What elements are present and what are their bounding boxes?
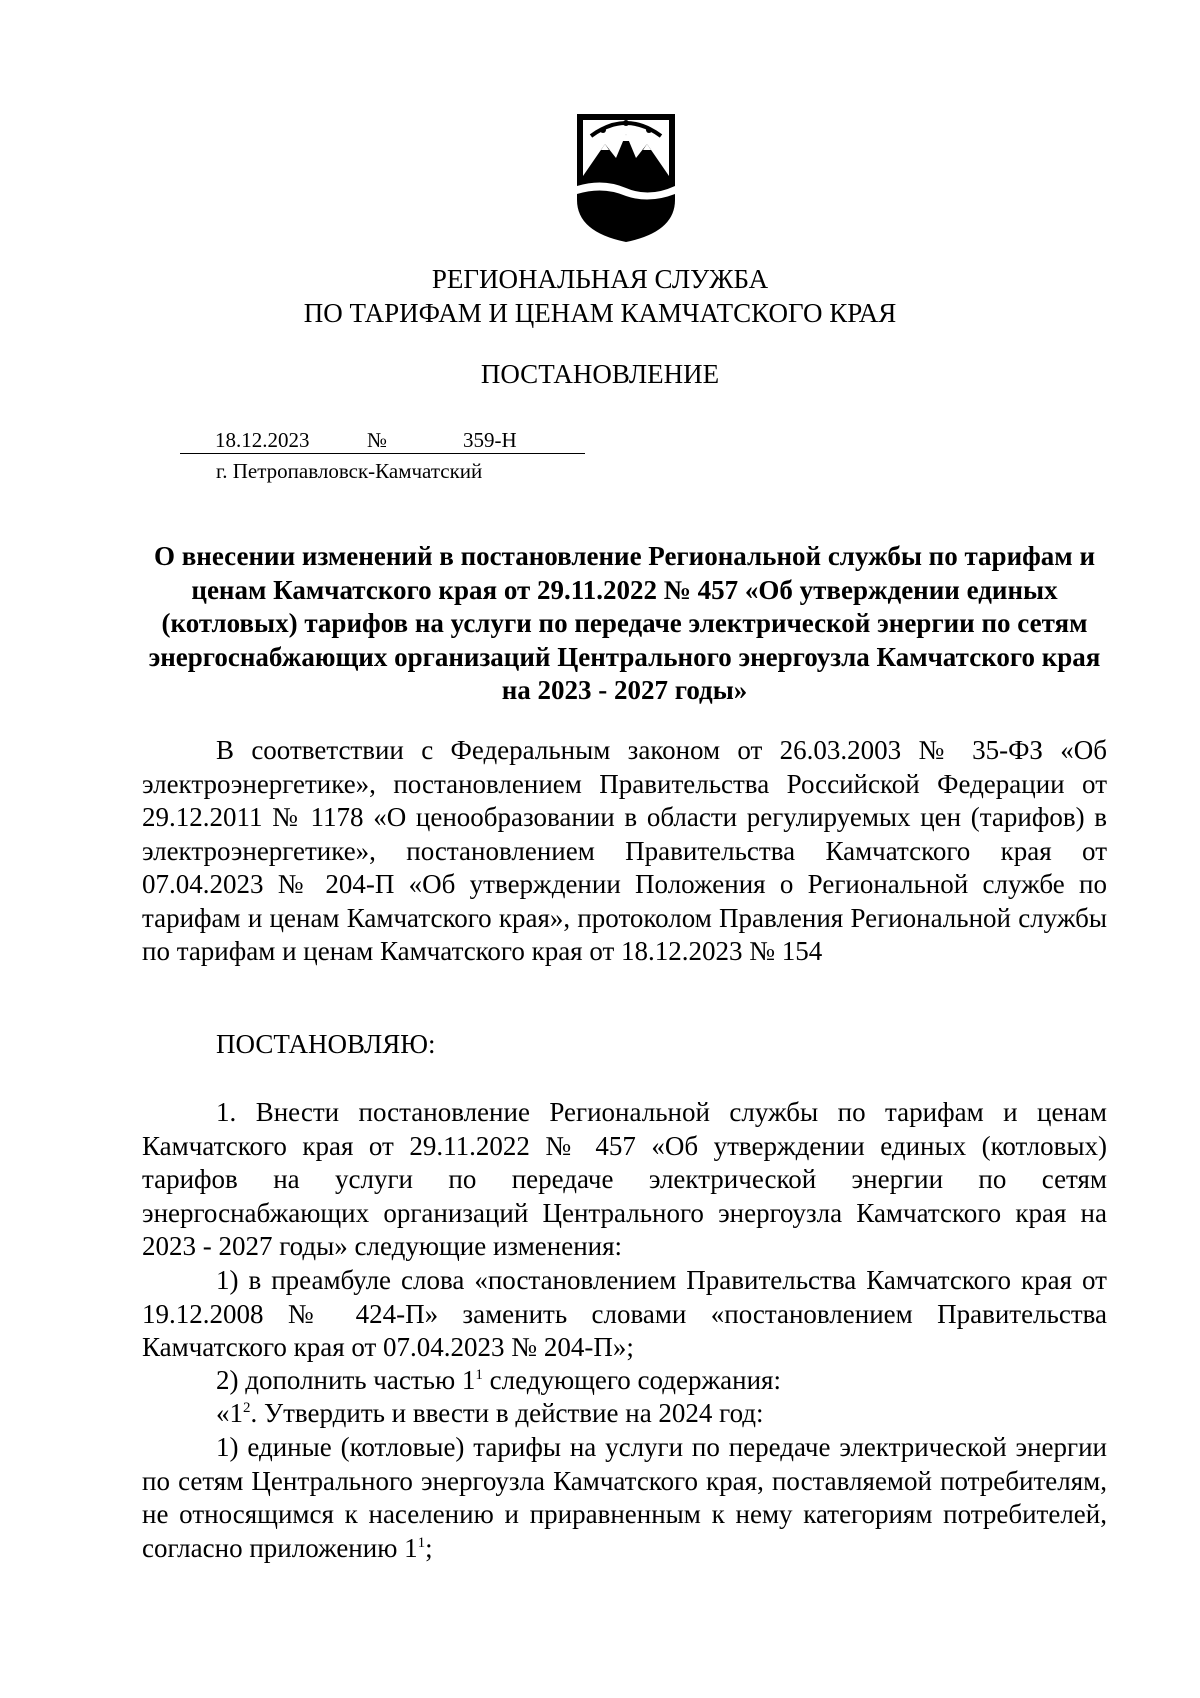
agency-name-line2: ПО ТАРИФАМ И ЦЕНАМ КАМЧАТСКОГО КРАЯ — [303, 298, 897, 328]
subitem-3-paragraph — [142, 1431, 1107, 1565]
document-date: 18.12.2023 — [215, 428, 310, 452]
subitem-2-superscript: 1 — [475, 1367, 483, 1383]
document-title: О внесении изменений в постановление Региональной службы по тарифам и ценам Камчатского края от 29.11.2022 № 457 «Об утверждении единых (котловых) тарифов на услуги по передаче электрической энергии по сетям энергоснабжающих организаций Центрального энергоузла Камчатского края на 2023 - 2027 годы» — [148, 541, 1101, 705]
addition-paragraph — [142, 1397, 1107, 1431]
number-sign: № — [367, 428, 388, 452]
subitem-3-superscript: 1 — [417, 1534, 426, 1551]
addition-open: «1 — [216, 1398, 243, 1428]
addition-text: . Утвердить и ввести в действие на 2024 год: — [250, 1398, 764, 1428]
subitem-3-text: 1) единые (котловые) тарифы на услуги по передаче электрической энергии по сетям Центрального энергоузла Камчатского края, поставляемой потребителям, не относящимся к населению и приравненным к нему категориям потребителей, согласно приложению 1 — [142, 1432, 1107, 1563]
agency-name-line1: РЕГИОНАЛЬНАЯ СЛУЖБА — [431, 264, 769, 294]
subitem-1-paragraph: 1) в преамбуле слова «постановлением Правительства Камчатского края от 19.12.2008 № 424-П» заменить словами «постановлением Правительства Камчатского края от 07.04.2023 № 204-П»; — [142, 1265, 1107, 1362]
city: г. Петропавловск-Камчатский — [216, 459, 483, 483]
date-number-line — [180, 427, 585, 453]
addition-superscript: 2 — [243, 1400, 251, 1416]
resolve-heading: ПОСТАНОВЛЯЮ: — [216, 1029, 436, 1059]
subitem-3-tail: ; — [425, 1532, 433, 1563]
item-1-paragraph: 1. Внести постановление Региональной службы по тарифам и ценам Камчатского края от 29.11.2022 № 457 «Об утверждении единых (котловых) тарифов на услуги по передаче электрической энергии по сетям энергоснабжающих организаций Центрального энергоузла Камчатского края на 2023 - 2027 годы» следующие изменения: — [142, 1097, 1107, 1261]
subitem-2-text: 2) дополнить частью 1 — [216, 1365, 476, 1395]
subitem-2-tail: следующего содержания: — [482, 1365, 781, 1395]
kamchatka-coat-of-arms-icon — [573, 114, 679, 242]
preamble-paragraph: В соответствии с Федеральным законом от 26.03.2003 № 35-ФЗ «Об электроэнергетике», постановлением Правительства Российской Федерации от 29.12.2011 № 1178 «О ценообразовании в области регулируемых цен (тарифов) в электроэнергетике», постановлением Правительства Камчатского края от 07.04.2023 № 204-П «Об утверждении Положения о Региональной службе по тарифам и ценам Камчатского края», протоколом Правления Региональной службы по тарифам и ценам Камчатского края от 18.12.2023 № 154 — [142, 735, 1107, 966]
underline — [180, 453, 585, 454]
document-type: ПОСТАНОВЛЕНИЕ — [480, 359, 720, 389]
document-number: 359-Н — [463, 428, 517, 452]
agency-name — [0, 262, 1200, 330]
subitem-2-paragraph — [142, 1364, 1107, 1398]
